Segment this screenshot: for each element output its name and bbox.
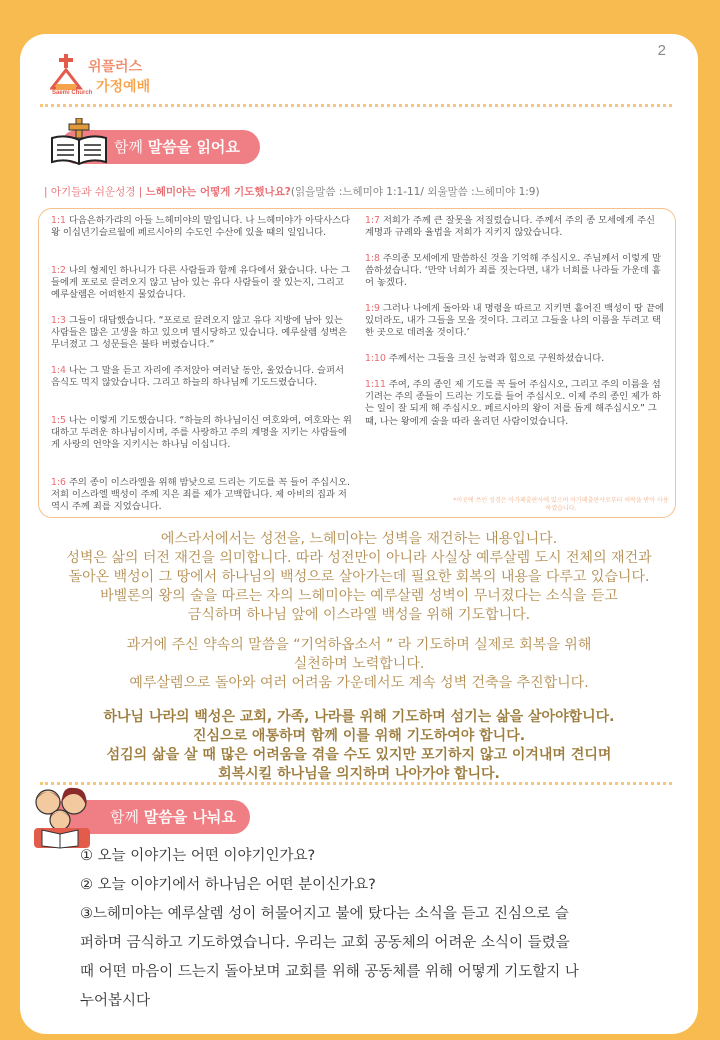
- explanation-paragraph-1: 에스라서에서는 성전을, 느헤미야는 성벽을 재건하는 내용입니다. 성벽은 삶의 터전 재건을 의미합니다. 따라 성전만이 아니라 사실상 예루살렘 도시 전체의 재건과 돌아온 백성이 그 땅에서 하나님의 백성으로 살아가는데 필요한 회복의 내용을 다루고 있습니다. 바벨론의 왕의 술을 따르는 자의 느헤미야는 예루살렘 성벽이 무너졌다는 소식을 듣고 금식하며 하나님 앞에 이스라엘 백성을 위해 기도합니다.: [66, 531, 652, 623]
- scripture-reference: | 아기들과 쉬운성경 | 느헤미야는 어떻게 기도했나요?(읽을말씀 :느헤미야 1:1-11/ 외울말씀 :느헤미야 1:9): [44, 186, 540, 198]
- verse: 1:7 저희가 주께 큰 잘못을 저질렀습니다. 주께서 주의 종 모세에게 주신 계명과 규례와 율법을 저희가 지키지 않았습니다.: [365, 215, 655, 239]
- discussion-questions: [80, 842, 660, 1016]
- section-share-title: 함께 말씀을 나눠요: [50, 800, 250, 834]
- verse: 1:5 나는 이렇게 기도했습니다. “하늘의 하나님이신 여호와여, 여호와는 위대하고 두려운 하나님이시며, 주를 사랑하고 주의 계명을 지키는 사람들에게 사랑의 언약을 지키시는 하나님 이십니다.: [51, 415, 352, 451]
- question-1: ① 오늘 이야기는 어떤 이야기인가요?: [80, 848, 316, 864]
- question-3-line: 누어봅시다: [80, 993, 151, 1009]
- page: [20, 34, 698, 1034]
- family-reading-icon: [26, 784, 100, 850]
- verse: 1:1 다음은하가랴의 아들 느헤미야의 말입니다. 나 느헤미야가 아닥사스다 왕 이십년기슬르월에 페르시아의 수도인 수산에 있을 때의 일입니다.: [51, 215, 351, 239]
- verse: 1:3 그들이 대답했습니다. “포로로 끌려오지 않고 유다 지방에 남아 있는 사람들은 많은 고생을 하고 있으며 멸시당하고 있습니다. 예루살렘 성벽은 무너졌고 그 성문들은 불타 버렸습니다.”: [51, 315, 348, 351]
- logo-text-2: 가정예배: [96, 79, 151, 95]
- divider: [40, 104, 672, 107]
- church-logo: [50, 50, 190, 110]
- verse: 1:10 주께서는 그들을 크신 능력과 힘으로 구원하셨습니다.: [365, 353, 605, 364]
- page-number: 2: [657, 42, 666, 59]
- question-3-line: 퍼하며 금식하고 기도하였습니다. 우리는 교회 공동체의 어려운 소식이 들렸을: [80, 935, 570, 951]
- logo-small-text: Saemi Church: [52, 90, 93, 96]
- logo-text-1: 위플러스: [88, 59, 143, 75]
- question-3-line: ③느헤미야는 예루살렘 성이 허물어지고 불에 탔다는 소식을 듣고 진심으로 슬: [80, 906, 569, 922]
- explanation-paragraph-3: 하나님 나라의 백성은 교회, 가족, 나라를 위해 기도하며 섬기는 삶을 살아야합니다. 진심으로 애통하며 함께 이를 위해 기도하여야 합니다. 섬김의 삶을 살 때 많은 어려움을 겪을 수도 있지만 포기하지 않고 이겨내며 견디며 회복시킬 하나님을 의지하며 나아가야 합니다.: [103, 709, 615, 782]
- explanation-paragraph-2: 과거에 주신 약속의 말씀을 “기억하옵소서 ” 라 기도하며 실제로 회복을 위해 실천하며 노력합니다. 예루살렘으로 돌아와 여러 어려움 가운데서도 계속 성벽 건축을 추진합니다.: [126, 637, 592, 691]
- verse: 1:6 주의 종이 이스라엘을 위해 밤낮으로 드리는 기도를 꼭 들어 주십시오. 저희 이스라엘 백성이 주께 지은 죄를 제가 고백합니다. 제 아비의 집과 저 역시 주께 죄를 지었습니다.: [51, 477, 350, 513]
- verse: 1:8 주의종 모세에게 말씀하신 것을 기억해 주십시오. 주님께서 이렇게 말씀하셨습니다. ‘만약 너희가 죄를 짓는다면, 내가 너희를 나라들 가운데 흩어 놓겠다.: [365, 253, 661, 289]
- question-3-line: 때 어떤 마음이 드는지 돌아보며 교회를 위해 공동체를 위해 어떻게 기도할지 나: [80, 964, 579, 980]
- verse: 1:11 주여, 주의 종인 제 기도를 꼭 들어 주십시오, 그리고 주의 이름을 섬기려는 주의 종들이 드리는 기도를 들어 주십시오. 이제 주의 종인 제가 하는 일이 잘 되게 해 주십시오. 페르시아의 왕이 저를 돕게 해주십시오” 그때, 나는 왕에게 술을 따라 올리던 사람이었습니다.: [365, 379, 661, 427]
- section-read-title: 함께 말씀을 읽어요: [60, 130, 260, 164]
- copyright-note: *이곳에 쓰인 성경은 아가페출판사에 있으며 아가페출판사로부터 허락을 받아 사용하였습니다.: [453, 497, 669, 512]
- verse: 1:4 나는 그 말을 듣고 자리에 주저앉아 여러날 동안, 울었습니다. 슬퍼서 음식도 먹지 않았습니다. 그리고 하늘의 하나님께 기도드렸습니다.: [51, 365, 344, 389]
- question-2: ② 오늘 이야기에서 하나님은 어떤 분이신가요?: [80, 877, 376, 893]
- verse: 1:9 그러나 나에게 돌아와 내 명령을 따르고 지키면 흩어진 백성이 땅 끝에 있더라도, 내가 그들을 모을 것이다. 그리고 그들을 나의 이름을 두려고 택한 곳으로 데려올 것이다.’: [365, 303, 664, 339]
- divider: [40, 782, 672, 785]
- bible-icon: [48, 118, 112, 168]
- verse: 1:2 나의 형제인 하나니가 다른 사람들과 함께 유다에서 왔습니다. 나는 그들에게 포로로 끌려오지 않고 남아 있는 유다 사람들이 잘 있는지, 그리고 예루살렘은 어떠한지 물었습니다.: [51, 265, 350, 301]
- scripture-box: [38, 208, 676, 518]
